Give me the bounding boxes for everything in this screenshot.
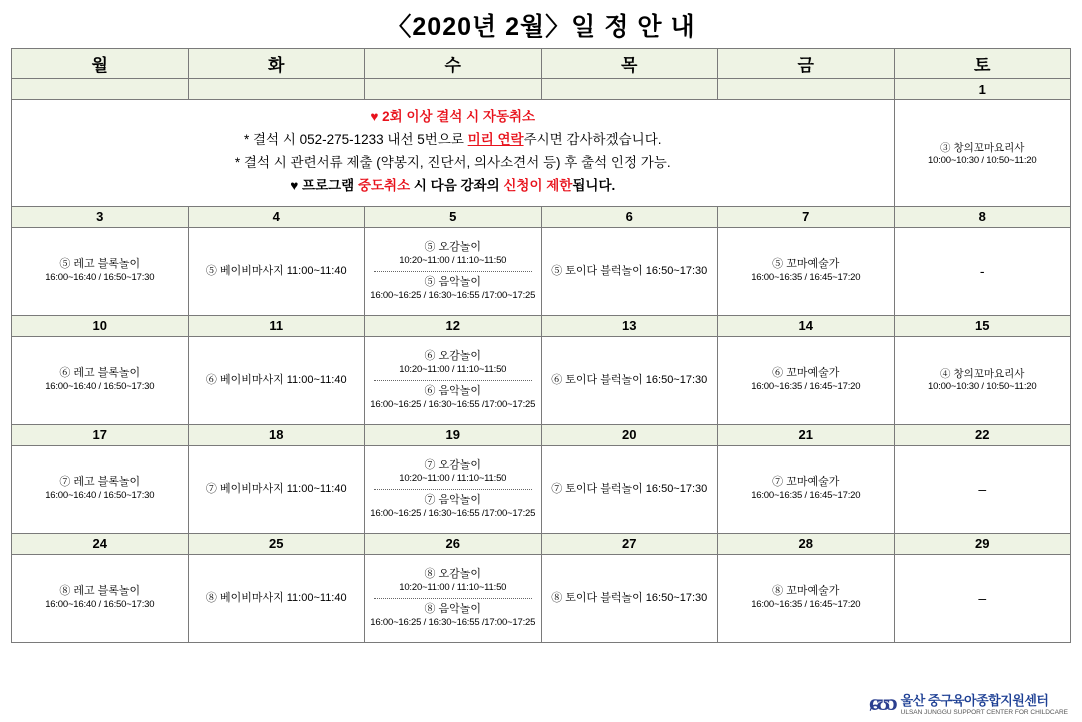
divider (374, 271, 532, 272)
day-number (365, 79, 542, 100)
calendar-body (12, 79, 1071, 643)
day-number: 12 (365, 315, 542, 336)
event-name: ⑤ 오감놀이 (424, 241, 482, 254)
day-number: 24 (12, 533, 189, 554)
event-name: ⑦ 토이다 블럭놀이 16:50~17:30 (551, 482, 708, 495)
event-name: ③ 창의꼬마요리사 (940, 141, 1025, 154)
empty-marker: – (978, 589, 987, 606)
event-time: 16:00~16:25 / 16:30~16:55 /17:00~17:25 (370, 616, 536, 628)
empty-marker: – (978, 480, 987, 497)
day-number: 19 (365, 424, 542, 445)
event-time: 10:20~11:00 / 11:10~11:50 (399, 363, 507, 375)
notice-line-4d: 신청이 제한 (503, 177, 573, 193)
week2-event-row (12, 227, 1071, 315)
event-name: ⑧ 베이비마사지 11:00~11:40 (205, 591, 347, 604)
event-cell (365, 445, 542, 533)
event-cell (718, 445, 895, 533)
event-name: ⑦ 오감놀이 (424, 459, 482, 472)
event-cell (365, 554, 542, 642)
day-number: 17 (12, 424, 189, 445)
event-name: ⑤ 꼬마예술가 (772, 258, 840, 271)
empty-marker: - (979, 262, 985, 279)
day-number: 4 (188, 206, 365, 227)
weekday-fri: 금 (718, 49, 895, 79)
week1-event-row (12, 100, 1071, 207)
event-name: ⑤ 음악놀이 (424, 275, 482, 288)
event-time: 10:00~10:30 / 10:50~11:20 (928, 380, 1037, 392)
notice-line-3: * 결석 시 관련서류 제출 (약봉지, 진단서, 의사소견서 등) 후 출석 인정 가능. (234, 154, 671, 170)
event-cell (894, 445, 1071, 533)
day-number: 6 (541, 206, 718, 227)
weekday-thu: 목 (541, 49, 718, 79)
page-title: 〈2020년 2월〉일 정 안 내 (386, 13, 696, 41)
event-name: ⑤ 레고 블록놀이 (59, 258, 141, 271)
weekday-tue: 화 (188, 49, 365, 79)
divider (374, 380, 532, 381)
event-cell (365, 227, 542, 315)
event-time: 16:00~16:25 / 16:30~16:55 /17:00~17:25 (370, 289, 536, 301)
day-number: 14 (718, 315, 895, 336)
weekday-sat: 토 (894, 49, 1071, 79)
event-time: 16:00~16:35 / 16:45~17:20 (751, 490, 861, 502)
event-name: ⑤ 토이다 블럭놀이 16:50~17:30 (551, 264, 708, 277)
day-number (541, 79, 718, 100)
event-cell (541, 554, 718, 642)
week3-event-row (12, 336, 1071, 424)
event-cell (894, 227, 1071, 315)
event-cell (188, 227, 365, 315)
event-name: ⑧ 오감놀이 (424, 568, 482, 581)
event-time: 10:20~11:00 / 11:10~11:50 (399, 254, 507, 266)
day-number: 1 (894, 79, 1071, 100)
day-number: 20 (541, 424, 718, 445)
day-number: 27 (541, 533, 718, 554)
event-name: ⑦ 꼬마예술가 (772, 476, 840, 489)
footer-logo (869, 690, 1068, 716)
weekday-mon: 월 (12, 49, 189, 79)
week1-number-row (12, 79, 1071, 100)
day-number: 26 (365, 533, 542, 554)
day-number (718, 79, 895, 100)
event-time: 10:20~11:00 / 11:10~11:50 (399, 581, 507, 593)
event-cell (718, 227, 895, 315)
day-number: 8 (894, 206, 1071, 227)
event-time: 16:00~16:35 / 16:45~17:20 (751, 381, 861, 393)
week4-event-row (12, 445, 1071, 533)
event-time: 16:00~16:40 / 16:50~17:30 (45, 599, 155, 611)
notice-line-4a: 프로그램 (302, 177, 358, 193)
week3-number-row (12, 315, 1071, 336)
event-cell (12, 227, 189, 315)
event-name: ⑤ 베이비마사지 11:00~11:40 (205, 264, 347, 277)
event-cell (718, 336, 895, 424)
event-cell (541, 336, 718, 424)
day-number: 10 (12, 315, 189, 336)
notice-line-1-text: 2회 이상 결석 시 자동취소 (382, 109, 536, 124)
day-number: 18 (188, 424, 365, 445)
day-number (12, 79, 189, 100)
heart-icon: ♥ (370, 109, 379, 124)
event-cell (894, 336, 1071, 424)
day-number: 25 (188, 533, 365, 554)
divider (374, 489, 532, 490)
event-time: 16:00~16:25 / 16:30~16:55 /17:00~17:25 (370, 507, 536, 519)
event-name: ⑧ 토이다 블럭놀이 16:50~17:30 (551, 591, 708, 604)
divider (374, 598, 532, 599)
notice-line-2b: 미리 연락 (467, 131, 524, 147)
event-time: 16:00~16:40 / 16:50~17:30 (45, 272, 155, 284)
notice-line-2a: * 결석 시 052-275-1233 내선 5번으로 (243, 131, 468, 147)
event-cell (12, 445, 189, 533)
event-cell (718, 554, 895, 642)
notice-line-4c: 시 다음 강좌의 (410, 177, 504, 193)
event-cell (12, 336, 189, 424)
event-name: ⑧ 레고 블록놀이 (59, 585, 141, 598)
event-time: 10:20~11:00 / 11:10~11:50 (399, 472, 507, 484)
event-time: 16:00~16:40 / 16:50~17:30 (45, 490, 155, 502)
weekday-header-row (12, 49, 1071, 79)
day-number: 22 (894, 424, 1071, 445)
event-cell (188, 554, 365, 642)
event-name: ⑥ 레고 블록놀이 (59, 367, 141, 380)
event-cell (12, 554, 189, 642)
notice-line-1 (16, 106, 890, 129)
week2-number-row (12, 206, 1071, 227)
event-time: 16:00~16:25 / 16:30~16:55 /17:00~17:25 (370, 398, 536, 410)
day-number: 29 (894, 533, 1071, 554)
day-number (188, 79, 365, 100)
week5-event-row (12, 554, 1071, 642)
day-number: 15 (894, 315, 1071, 336)
event-name: ⑥ 베이비마사지 11:00~11:40 (205, 373, 347, 386)
event-time: 16:00~16:35 / 16:45~17:20 (751, 599, 861, 611)
day-number: 11 (188, 315, 365, 336)
event-name: ⑧ 음악놀이 (424, 602, 482, 615)
center-name-en: ULSAN JUNGGU SUPPORT CENTER FOR CHILDCARE (900, 709, 1068, 716)
weekday-wed: 수 (365, 49, 542, 79)
notice-line-2 (16, 129, 890, 152)
event-name: ⑧ 꼬마예술가 (772, 585, 840, 598)
event-name: ⑦ 레고 블록놀이 (59, 476, 141, 489)
event-name: ⑥ 음악놀이 (424, 384, 482, 397)
event-time: 10:00~10:30 / 10:50~11:20 (928, 154, 1037, 166)
notice-block (12, 100, 895, 207)
event-cell (541, 227, 718, 315)
event-name: ⑥ 토이다 블럭놀이 16:50~17:30 (551, 373, 708, 386)
day-number: 21 (718, 424, 895, 445)
day-number: 7 (718, 206, 895, 227)
center-name (901, 690, 1068, 716)
event-cell (188, 336, 365, 424)
calendar-header (12, 49, 1071, 79)
heart-icon: ♥ (290, 177, 299, 193)
week5-number-row (12, 533, 1071, 554)
event-name: ⑦ 음악놀이 (424, 493, 482, 506)
calendar-table (11, 48, 1071, 643)
day-number: 13 (541, 315, 718, 336)
event-cell (541, 445, 718, 533)
event-name: ④ 창의꼬마요리사 (940, 367, 1025, 380)
event-name: ⑥ 오감놀이 (424, 350, 482, 363)
day-number: 28 (718, 533, 895, 554)
notice-line-2c: 주시면 감사하겠습니다. (523, 131, 662, 147)
notice-line-4e: 됩니다. (572, 177, 616, 193)
event-cell (894, 554, 1071, 642)
event-cell (894, 100, 1071, 207)
day-number: 3 (12, 206, 189, 227)
event-name: ⑦ 베이비마사지 11:00~11:40 (205, 482, 347, 495)
week4-number-row (12, 424, 1071, 445)
event-name: ⑥ 꼬마예술가 (772, 367, 840, 380)
center-logo-icon: ɕʊɔ (869, 690, 895, 715)
event-cell (188, 445, 365, 533)
event-cell (365, 336, 542, 424)
event-time: 16:00~16:35 / 16:45~17:20 (751, 272, 861, 284)
event-time: 16:00~16:40 / 16:50~17:30 (45, 381, 155, 393)
notice-line-4b: 중도취소 (357, 177, 411, 193)
notice-line-4 (16, 175, 890, 198)
center-name-kr: 울산 중구육아종합지원센터 (900, 693, 1049, 708)
day-number: 5 (365, 206, 542, 227)
